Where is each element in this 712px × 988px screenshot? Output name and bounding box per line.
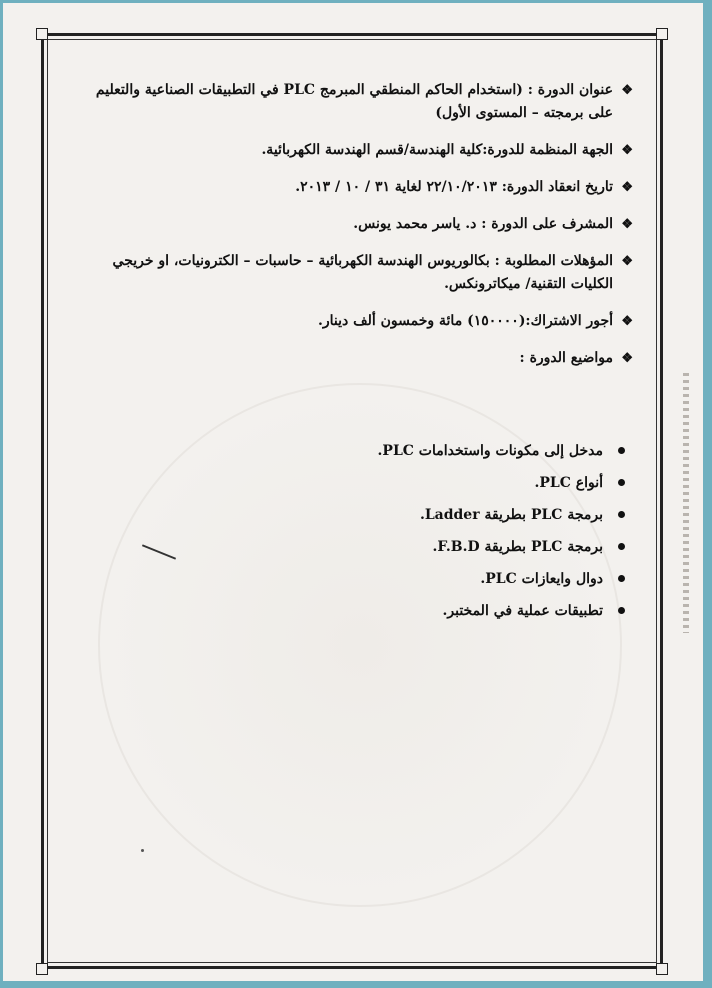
topic-text: برمجة PLC بطريقة Ladder. <box>419 507 603 523</box>
topic-text: تطبيقات عملية في المختبر. <box>442 603 603 619</box>
diamond-bullet-icon: ❖ <box>621 83 633 98</box>
course-fees <box>63 310 633 333</box>
topics-heading <box>63 347 633 370</box>
list-item <box>63 536 633 558</box>
speck <box>141 849 144 852</box>
diamond-bullet-icon: ❖ <box>621 351 633 366</box>
corner-ornament <box>36 963 48 975</box>
course-title <box>63 79 633 125</box>
document-page <box>3 3 703 981</box>
dot-bullet-icon <box>618 479 625 486</box>
topic-text: برمجة PLC بطريقة F.B.D. <box>432 539 603 555</box>
dot-bullet-icon <box>618 607 625 614</box>
list-item <box>63 504 633 526</box>
topics-heading-text: مواضيع الدورة : <box>519 350 613 366</box>
topic-text: أنواع PLC. <box>534 475 603 491</box>
course-organizer <box>63 139 633 162</box>
dot-bullet-icon <box>618 575 625 582</box>
diamond-bullet-icon: ❖ <box>621 180 633 195</box>
diamond-bullet-icon: ❖ <box>621 314 633 329</box>
topics-list <box>63 440 633 632</box>
course-details <box>63 79 633 384</box>
diamond-bullet-icon: ❖ <box>621 254 633 269</box>
organizer-text: الجهة المنظمة للدورة:كلية الهندسة/قسم الهندسة الكهربائية. <box>261 142 613 158</box>
course-date <box>63 176 633 199</box>
course-qualifications <box>63 250 633 296</box>
course-title-line2: على برمجته – المستوى الأول) <box>435 105 613 121</box>
binding-marks <box>683 373 689 633</box>
dot-bullet-icon <box>618 543 625 550</box>
corner-ornament <box>656 28 668 40</box>
course-title-line1: عنوان الدورة : (استخدام الحاكم المنطقي المبرمج PLC في التطبيقات الصناعية والتعليم <box>95 82 613 98</box>
topic-text: مدخل إلى مكونات واستخدامات PLC. <box>377 443 603 459</box>
fees-text: أجور الاشتراك:(١٥٠٠٠٠) مائة وخمسون ألف دينار. <box>317 313 613 329</box>
qualifications-line1: المؤهلات المطلوبة : بكالوريوس الهندسة الكهربائية – حاسبات – الكترونيات، او خريجي <box>112 253 613 269</box>
list-item <box>63 472 633 494</box>
corner-ornament <box>36 28 48 40</box>
dot-bullet-icon <box>618 511 625 518</box>
corner-ornament <box>656 963 668 975</box>
qualifications-line2: الكليات التقنية/ ميكاترونكس. <box>444 276 613 292</box>
diamond-bullet-icon: ❖ <box>621 143 633 158</box>
topic-text: دوال وايعازات PLC. <box>480 571 603 587</box>
date-text: تاريخ انعقاد الدورة: ٢٢/١٠/٢٠١٣ لغاية ٣١ / ١٠ / ٢٠١٣. <box>295 179 613 195</box>
list-item <box>63 440 633 462</box>
dot-bullet-icon <box>618 447 625 454</box>
list-item <box>63 600 633 622</box>
course-supervisor <box>63 213 633 236</box>
list-item <box>63 568 633 590</box>
diamond-bullet-icon: ❖ <box>621 217 633 232</box>
supervisor-text: المشرف على الدورة : د. ياسر محمد يونس. <box>353 216 613 232</box>
